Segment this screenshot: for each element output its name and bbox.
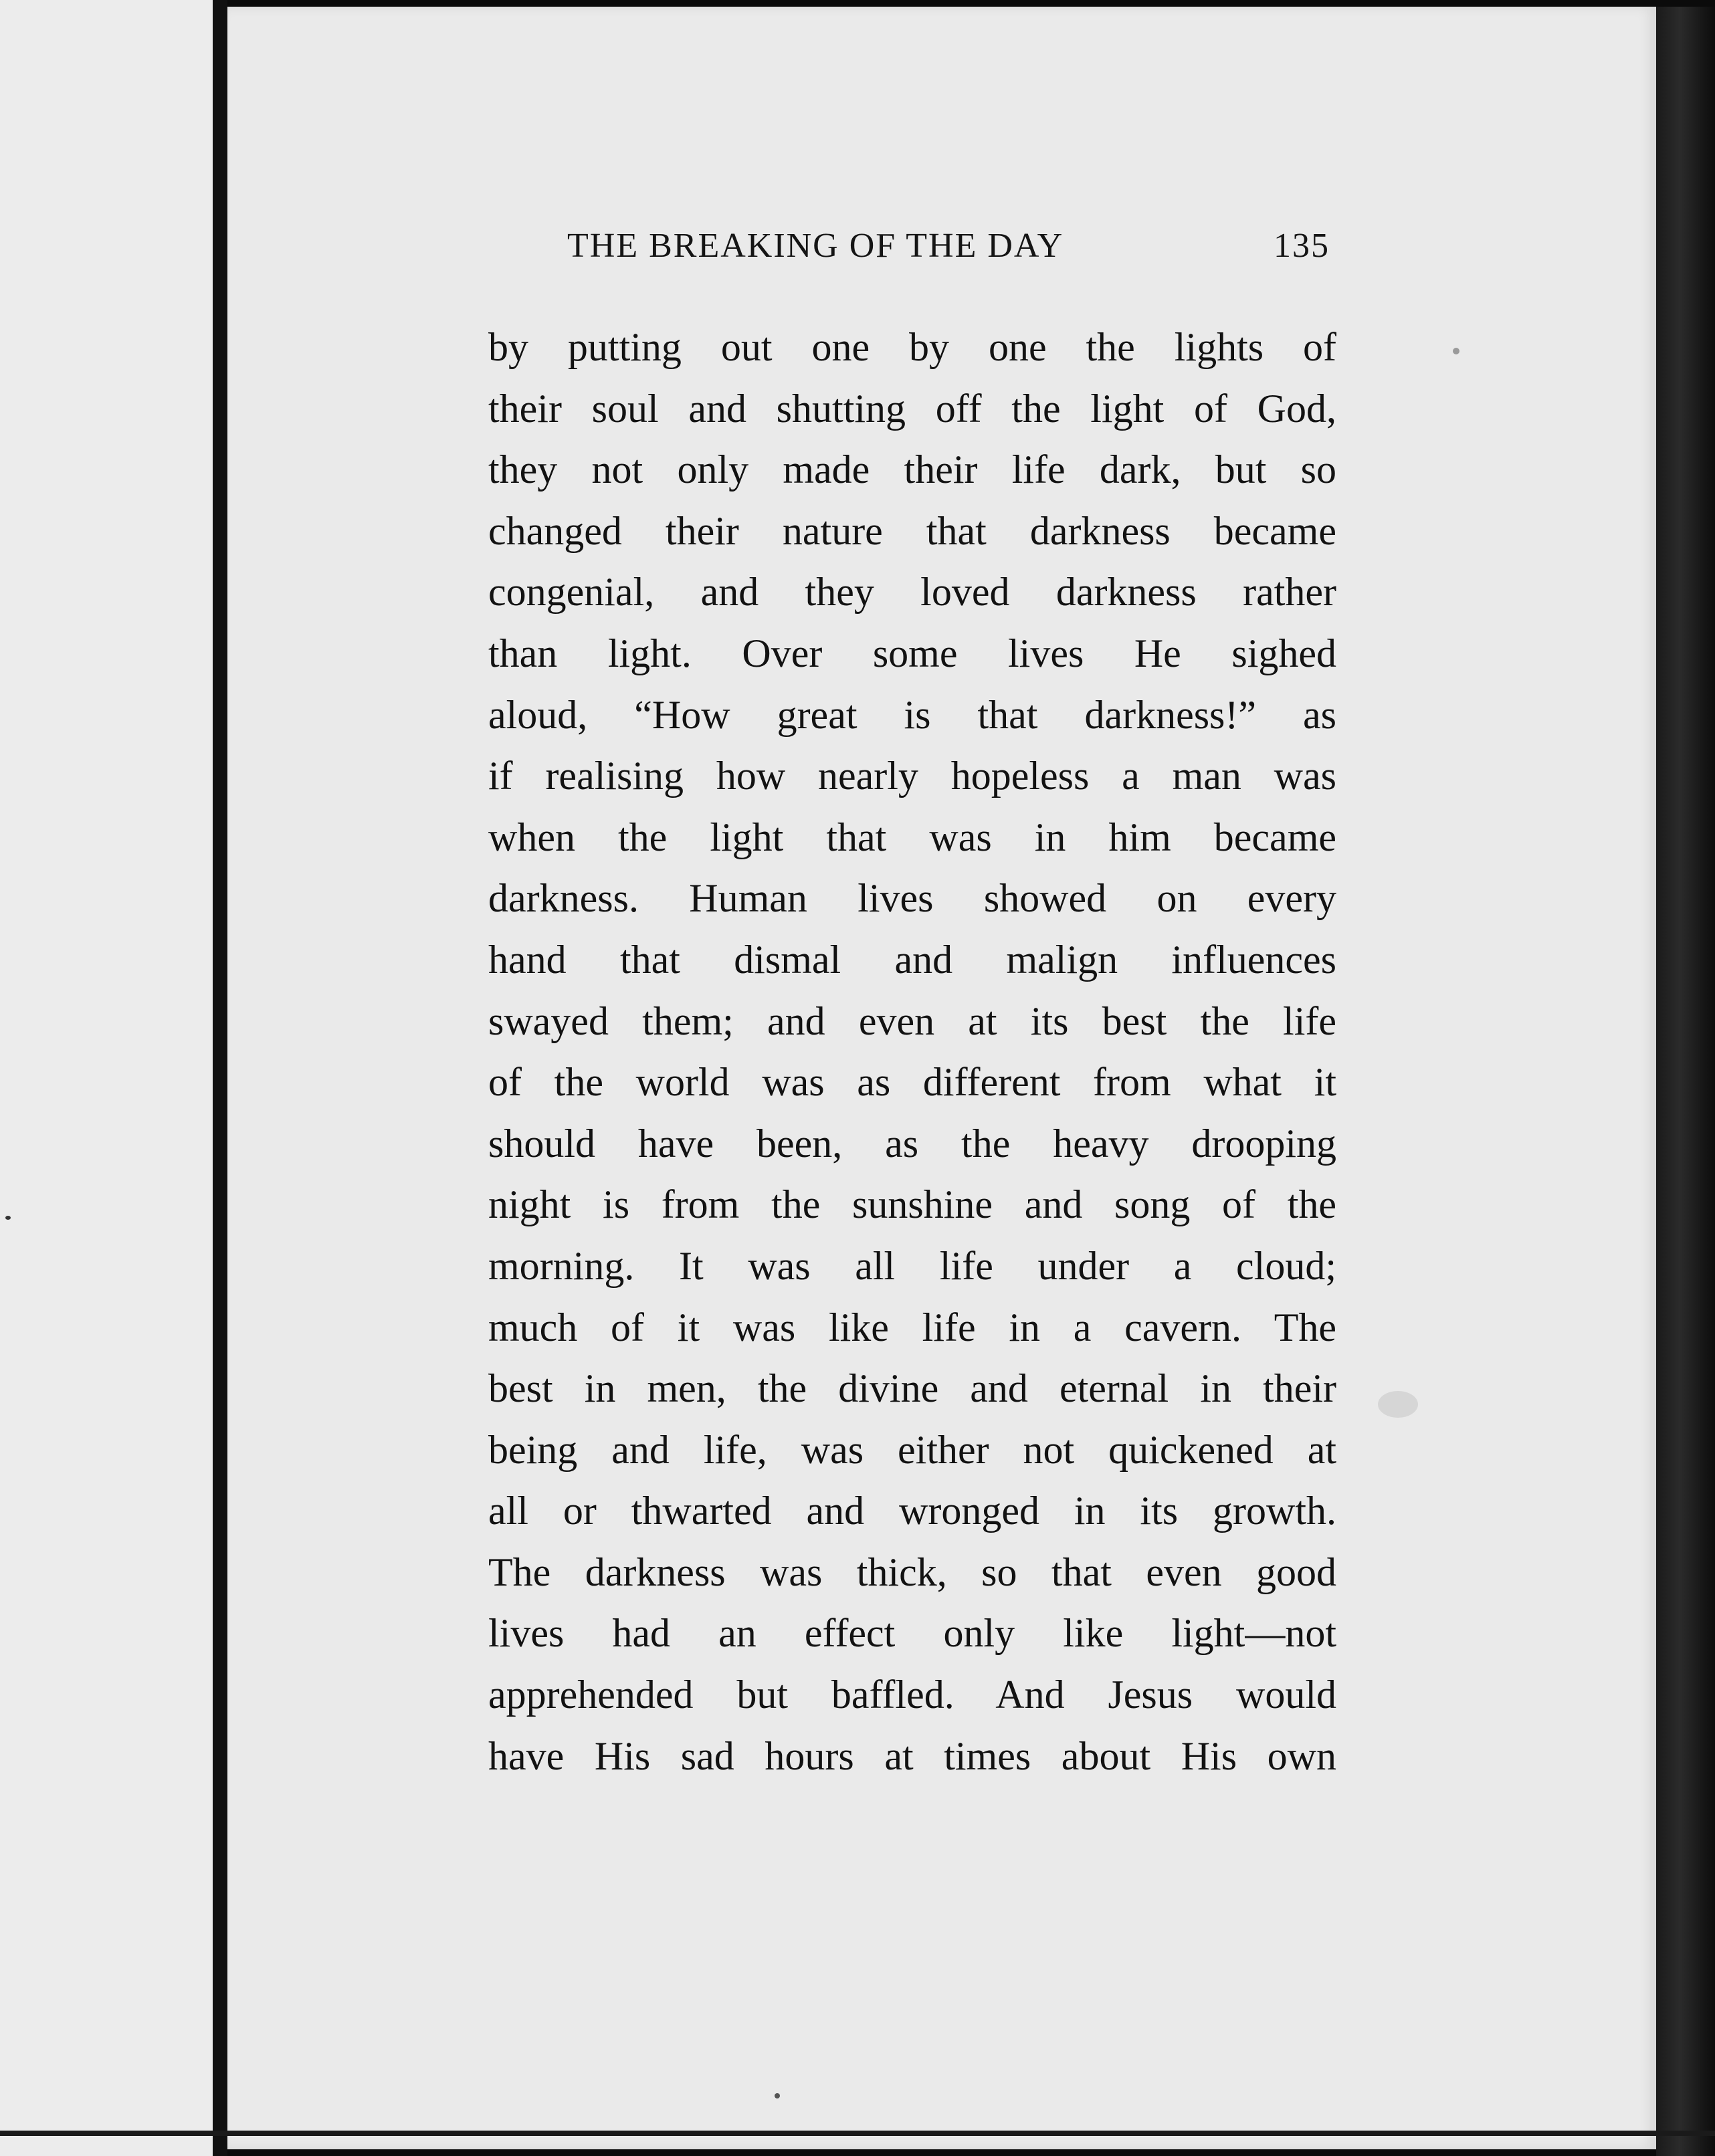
text-line: should have been, as the heavy drooping (488, 1121, 1336, 1166)
page-number: 135 (1274, 227, 1330, 265)
paper-speck (5, 1216, 11, 1220)
text-line: much of it was like life in a cavern. The (488, 1305, 1336, 1350)
text-line: their soul and shutting off the light of God, (488, 386, 1336, 431)
text-line: darkness. Human lives showed on every (488, 876, 1336, 921)
text-line: lives had an effect only like light—not (488, 1611, 1336, 1656)
running-head-title: THE BREAKING OF THE DAY (567, 227, 1064, 265)
paper-speck (1378, 1391, 1418, 1418)
text-line: have His sad hours at times about His own (488, 1733, 1336, 1778)
facing-page-edge (0, 0, 221, 2156)
text-line: being and life, was either not quickened at (488, 1427, 1336, 1472)
text-line: aloud, “How great is that darkness!” as (488, 692, 1336, 737)
text-line: of the world was as different from what it (488, 1060, 1336, 1105)
paper-speck (1453, 348, 1459, 354)
text-line: congenial, and they loved darkness rather (488, 570, 1336, 615)
text-line: all or thwarted and wronged in its growth. (488, 1489, 1336, 1533)
text-line: when the light that was in him became (488, 815, 1336, 859)
body-text (488, 317, 1336, 1787)
bottom-border (0, 2131, 1715, 2136)
text-line: than light. Over some lives He sighed (488, 631, 1336, 675)
text-line: swayed them; and even at its best the life (488, 998, 1336, 1043)
paper-speck (775, 2093, 780, 2098)
text-line: they not only made their life dark, but so (488, 447, 1336, 492)
text-line: morning. It was all life under a cloud; (488, 1243, 1336, 1288)
text-line: if realising how nearly hopeless a man was (488, 754, 1336, 798)
book-gutter (213, 0, 227, 2156)
text-line: by putting out one by one the lights of (488, 325, 1336, 369)
text-line: changed their nature that darkness became (488, 508, 1336, 553)
page-fore-edge (1656, 7, 1715, 2156)
text-line: best in men, the divine and eternal in their (488, 1366, 1336, 1411)
text-line: night is from the sunshine and song of the (488, 1182, 1336, 1227)
text-line: apprehended but baffled. And Jesus would (488, 1673, 1336, 1717)
running-head (567, 226, 1330, 273)
text-line: The darkness was thick, so that even good (488, 1549, 1336, 1594)
text-line: hand that dismal and malign influences (488, 937, 1336, 982)
